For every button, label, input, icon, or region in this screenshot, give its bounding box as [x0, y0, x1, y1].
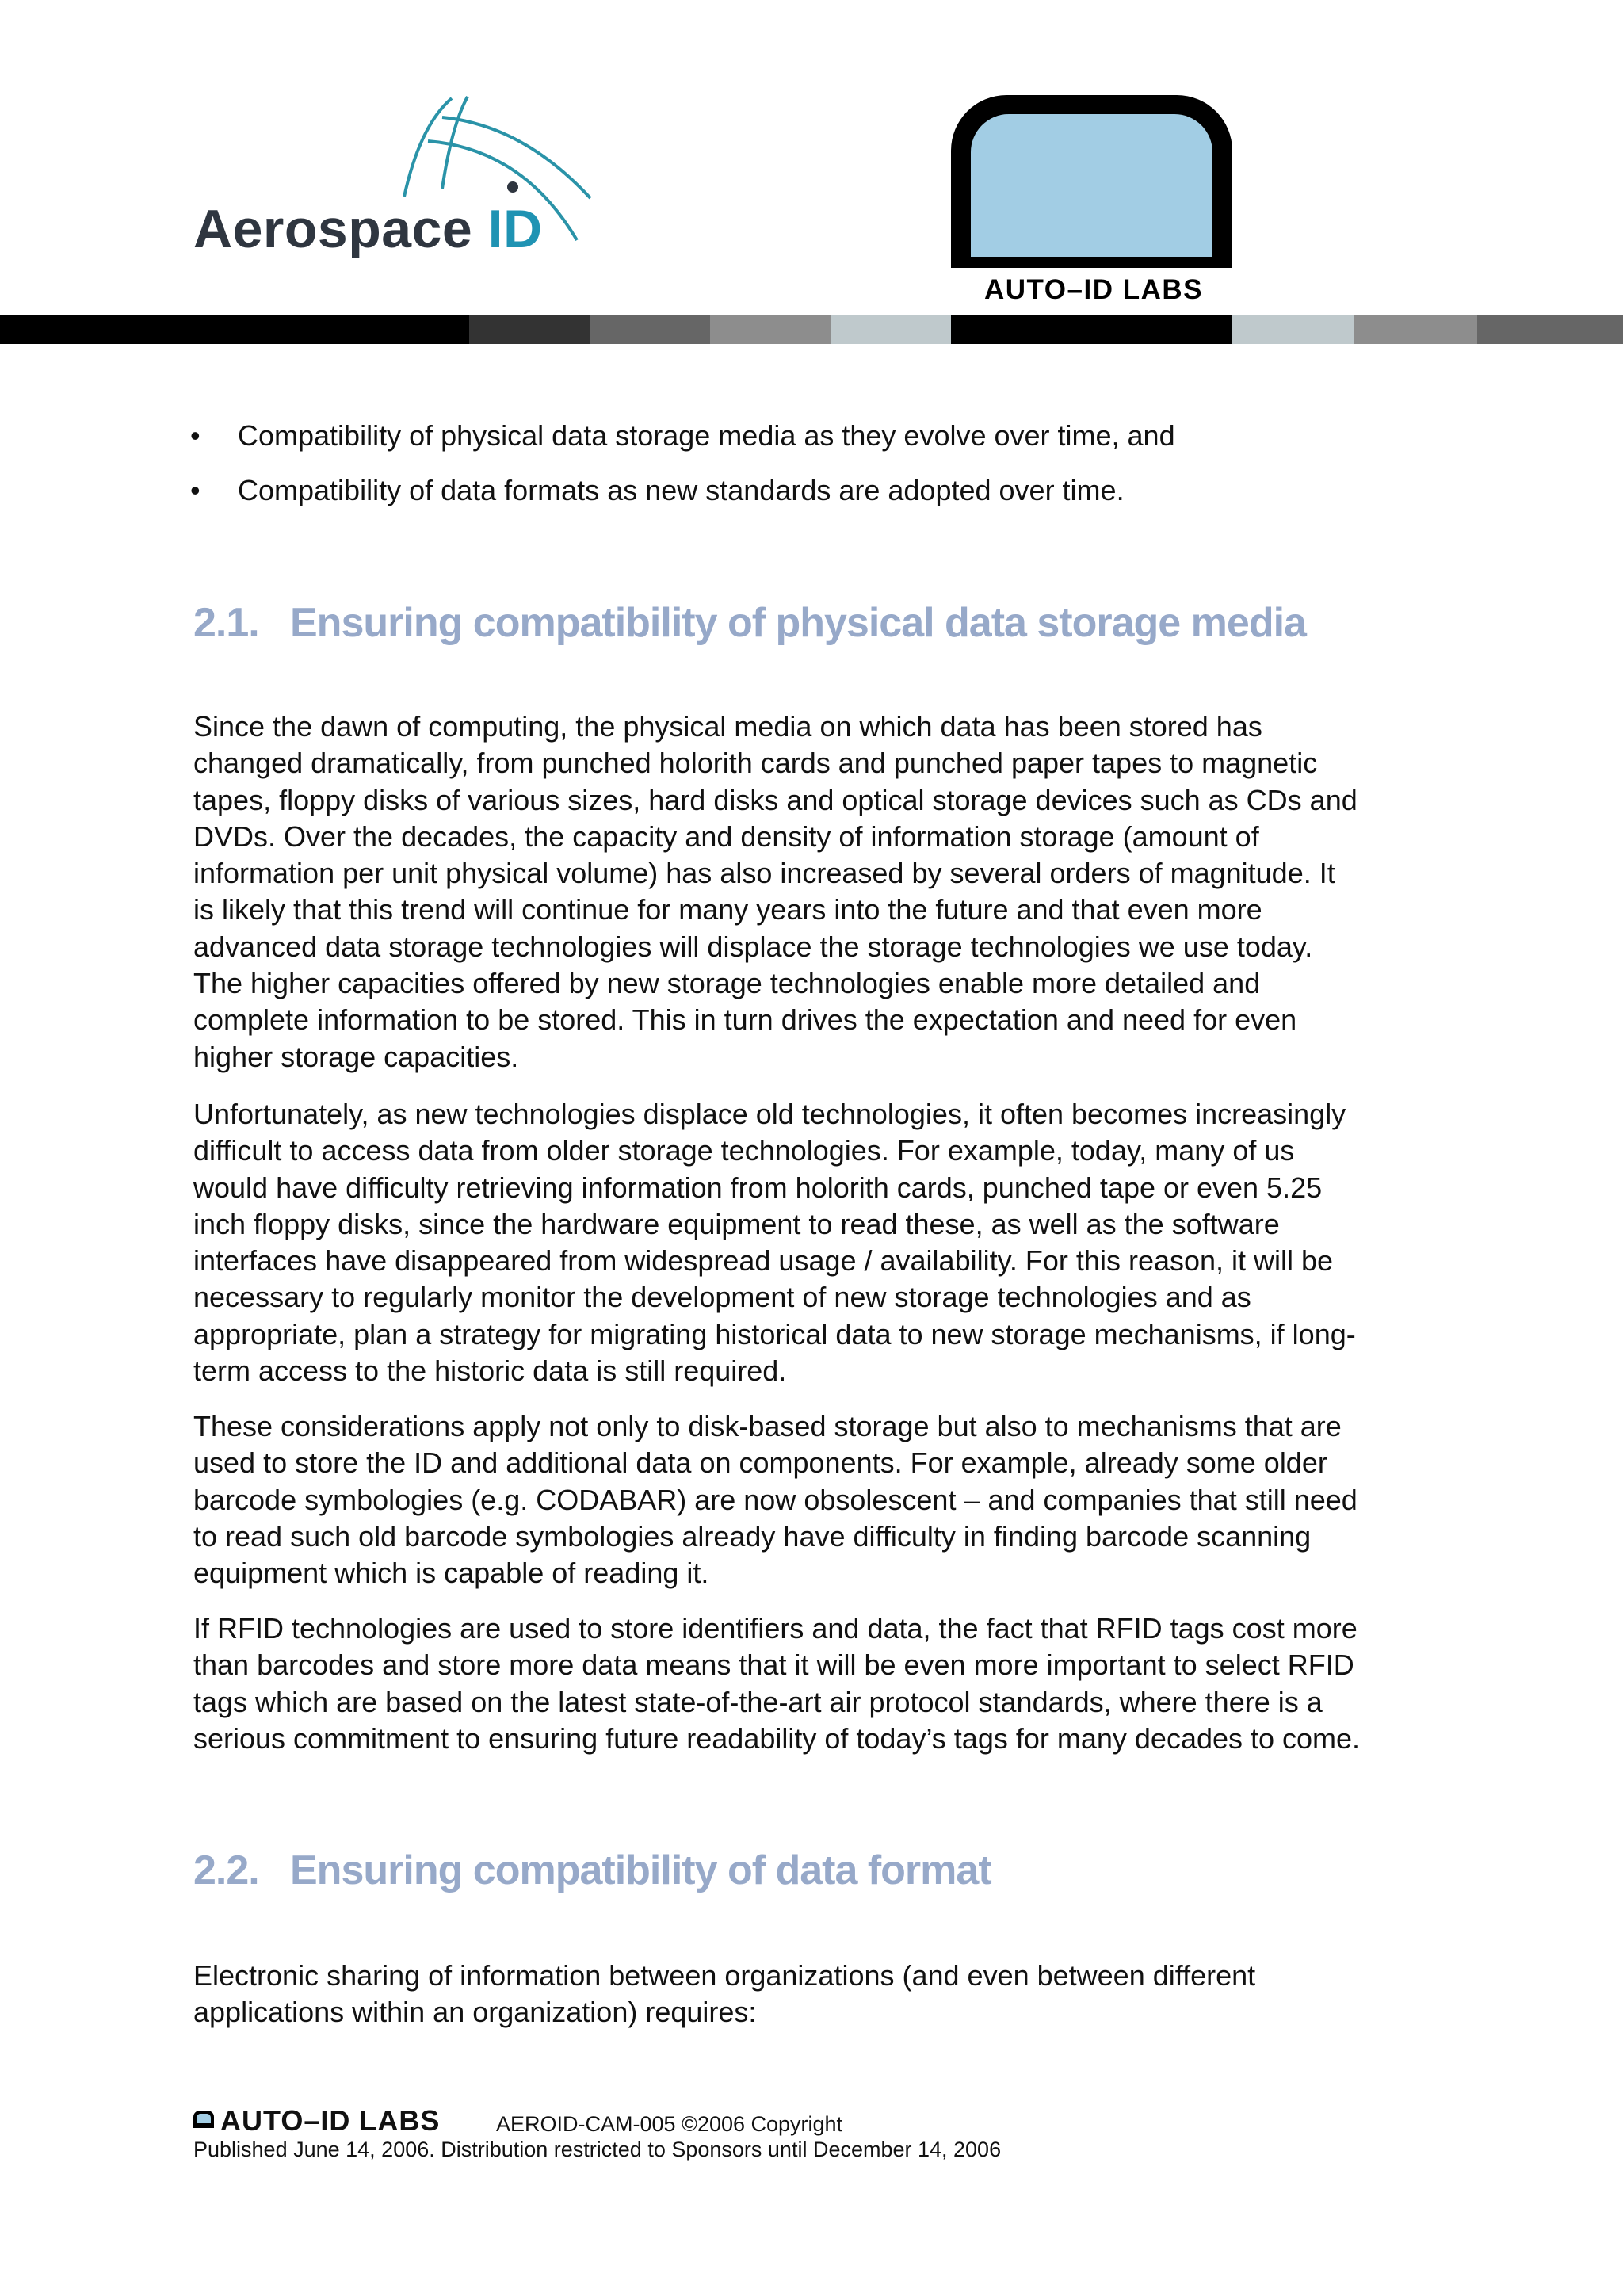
- text-line: Unfortunately, as new technologies displace old technologies, it often becomes increasingly: [193, 1098, 1346, 1130]
- paragraph: [193, 1096, 1445, 1389]
- text-line: to read such old barcode symbologies already have difficulty in finding barcode scanning: [193, 1519, 1312, 1553]
- text-line: complete information to be stored. This in turn drives the expectation and need for even: [193, 1003, 1297, 1037]
- band-segment: [951, 315, 1232, 344]
- aerospace-id-wordmark: [193, 198, 543, 260]
- text-line: information per unit physical volume) has also increased by several orders of magnitude. It: [193, 857, 1335, 890]
- text-line: barcode symbologies (e.g. CODABAR) are now obsolescent – and companies that still need: [193, 1483, 1358, 1516]
- section-title: Ensuring compatibility of physical data storage media: [290, 600, 1306, 646]
- section-heading-2-2: [193, 1847, 991, 1894]
- text-line: advanced data storage technologies will displace the storage technologies we use today.: [193, 930, 1313, 963]
- footer-brand: AUTO–ID LABS: [220, 2104, 441, 2137]
- text-line: than barcodes and store more data means that it will be even more important to select RFID: [193, 1648, 1354, 1682]
- text-line: serious commitment to ensuring future readability of today’s tags for many decades to come.: [193, 1721, 1361, 1755]
- section-number: 2.2.: [193, 1847, 259, 1893]
- paragraph: [193, 1958, 1445, 2031]
- aerospace-id-logo: [190, 94, 602, 276]
- text-line: The higher capacities offered by new storage technologies enable more detailed and: [193, 967, 1261, 1000]
- window-icon: [951, 95, 1232, 268]
- list-item: • Compatibility of physical data storage media as they evolve over time, and: [238, 418, 1175, 453]
- text-line: DVDs. Over the decades, the capacity and density of information storage (amount of: [193, 819, 1259, 853]
- text-line: higher storage capacities.: [193, 1040, 519, 1073]
- brand-name: Aerospace: [193, 199, 473, 259]
- section-number: 2.1.: [193, 600, 259, 646]
- text-line: tags which are based on the latest state-of-the-art air protocol standards, where there is a: [193, 1685, 1323, 1718]
- text-line: changed dramatically, from punched holorith cards and punched paper tapes to magnetic: [193, 747, 1318, 780]
- text-line: tapes, floppy disks of various sizes, hard disks and optical storage devices such as CDs and: [193, 783, 1358, 816]
- paragraph: [193, 709, 1445, 1075]
- section-heading-2-1: [193, 599, 1306, 647]
- auto-id-labs-label: AUTO–ID LABS: [984, 274, 1203, 305]
- band-segment: [469, 315, 590, 344]
- footer-published: Published June 14, 2006. Distribution restricted to Sponsors until December 14, 2006: [193, 2137, 1002, 2161]
- text-line: would have difficulty retrieving information from holorith cards, punched tape or even 5.25: [193, 1171, 1323, 1204]
- band-segment: [590, 315, 710, 344]
- section-title: Ensuring compatibility of data format: [290, 1847, 991, 1893]
- header-color-band: [0, 315, 1623, 344]
- page-footer: [193, 2104, 1303, 2162]
- band-segment: [1477, 315, 1623, 344]
- text-line: applications within an organization) requires:: [193, 1996, 757, 2029]
- auto-id-window-icon: [193, 2111, 214, 2128]
- bullet-list: [238, 418, 1175, 528]
- text-line: term access to the historic data is still required.: [193, 1354, 787, 1388]
- band-segment: [0, 315, 469, 344]
- band-segment: [710, 315, 831, 344]
- list-item: • Compatibility of data formats as new standards are adopted over time.: [238, 473, 1175, 508]
- text-line: Electronic sharing of information between organizations (and even between different: [193, 1959, 1256, 1992]
- paragraph: [193, 1610, 1445, 1757]
- text-line: appropriate, plan a strategy for migrating historical data to new storage mechanisms, if long-: [193, 1317, 1356, 1350]
- text-line: difficult to access data from older storage technologies. For example, today, many of us: [193, 1134, 1295, 1167]
- text-line: necessary to regularly monitor the development of new storage technologies and as: [193, 1281, 1251, 1314]
- band-segment: [1232, 315, 1354, 344]
- text-line: interfaces have disappeared from widespread usage / availability. For this reason, it will be: [193, 1244, 1334, 1278]
- text-line: If RFID technologies are used to store identifiers and data, the fact that RFID tags cost more: [193, 1612, 1358, 1645]
- text-line: equipment which is capable of reading it.: [193, 1557, 709, 1590]
- brand-suffix: ID: [487, 199, 543, 259]
- text-line: These considerations apply not only to disk-based storage but also to mechanisms that are: [193, 1410, 1342, 1442]
- band-segment: [831, 315, 951, 344]
- text-line: is likely that this trend will continue for many years into the future and that even more: [193, 893, 1262, 926]
- band-segment: [1354, 315, 1477, 344]
- paragraph: [193, 1408, 1445, 1591]
- auto-id-labs-logo: [951, 95, 1240, 309]
- text-line: used to store the ID and additional data on components. For example, already some older: [193, 1446, 1327, 1480]
- footer-doc-code: AEROID-CAM-005 ©2006 Copyright: [496, 2112, 843, 2136]
- text-line: Since the dawn of computing, the physical media on which data has been stored has: [193, 710, 1262, 743]
- text-line: inch floppy disks, since the hardware equipment to read these, as well as the software: [193, 1207, 1280, 1240]
